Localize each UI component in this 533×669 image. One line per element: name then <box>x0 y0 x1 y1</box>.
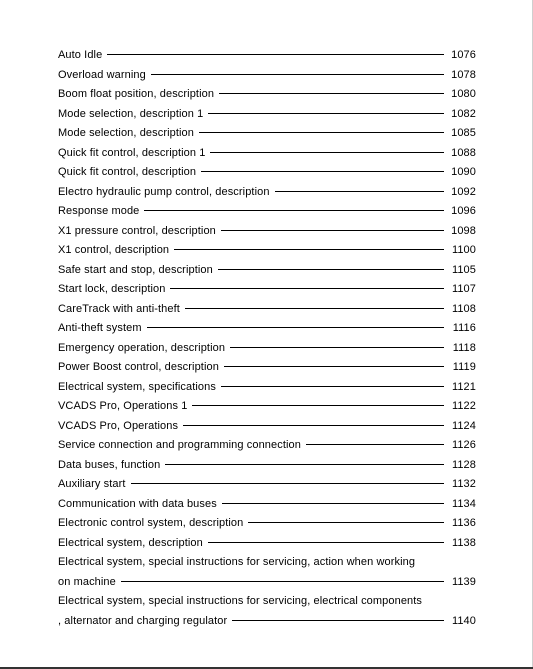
toc-entry[interactable] <box>58 397 476 417</box>
toc-leader-line <box>131 483 444 484</box>
toc-entry-title: Electrical system, special instructions for servicing, action when working <box>58 556 416 568</box>
toc-leader-line <box>208 542 444 543</box>
toc-leader-line <box>230 347 444 348</box>
toc-entry-title: VCADS Pro, Operations <box>58 419 179 432</box>
toc-entry[interactable] <box>58 241 476 261</box>
toc-entry-title: Communication with data buses <box>58 497 217 510</box>
toc-entry[interactable] <box>58 85 476 105</box>
toc-entry[interactable] <box>58 66 476 86</box>
toc-entry-title: Emergency operation, description <box>58 341 226 354</box>
toc-entry-title: Auto Idle <box>58 49 103 61</box>
toc-leader-line <box>183 425 444 426</box>
toc-entry-page: 1128 <box>451 458 476 471</box>
toc-entry[interactable] <box>58 475 476 495</box>
toc-entry-page: 1105 <box>451 263 476 276</box>
toc-entry-title: Electro hydraulic pump control, description <box>58 185 270 198</box>
toc-entry[interactable] <box>58 553 476 592</box>
toc-entry-title: Data buses, function <box>58 458 161 471</box>
toc-leader-line <box>221 230 444 231</box>
toc-entry-page: 1138 <box>451 536 476 549</box>
toc-entry-title: Electrical system, special instructions for servicing, electrical components <box>58 595 423 607</box>
toc-entry-title: CareTrack with anti-theft <box>58 302 180 315</box>
toc-entry[interactable] <box>58 222 476 242</box>
toc-leader-line <box>221 386 444 387</box>
toc-entry[interactable] <box>58 124 476 144</box>
toc-entry[interactable] <box>58 378 476 398</box>
toc-leader-line <box>174 249 444 250</box>
toc-entry[interactable] <box>58 144 476 164</box>
toc-leader-line <box>185 308 444 309</box>
toc-leader-line <box>107 54 444 55</box>
toc-entry-title: VCADS Pro, Operations 1 <box>58 400 188 412</box>
toc-entry-page: 1092 <box>451 185 476 198</box>
toc-entry[interactable] <box>58 592 476 631</box>
toc-entry[interactable] <box>58 417 476 437</box>
toc-entry[interactable] <box>58 202 476 222</box>
toc-entry-page: 1088 <box>451 146 476 159</box>
toc-entry-title: Start lock, description <box>58 283 166 295</box>
toc-entry-title: X1 pressure control, description <box>58 224 216 237</box>
toc-entry-page: 1080 <box>451 88 476 100</box>
toc-leader-line <box>219 93 444 94</box>
toc-entry[interactable] <box>58 514 476 534</box>
toc-leader-line <box>218 269 444 270</box>
toc-entry-page: 1098 <box>451 224 476 237</box>
toc-leader-line <box>201 171 444 172</box>
toc-entry-title: Mode selection, description <box>58 127 194 139</box>
toc-entry-title: Quick fit control, description 1 <box>58 146 206 159</box>
toc-entry-page: 1100 <box>451 244 476 256</box>
toc-leader-line <box>170 288 444 289</box>
toc-entry-title: Quick fit control, description <box>58 166 197 178</box>
toc-entry-title: Service connection and programming connection <box>58 439 301 451</box>
toc-leader-line <box>144 210 444 211</box>
toc-entry-title: Safe start and stop, description <box>58 263 213 276</box>
toc-entry[interactable] <box>58 300 476 320</box>
toc-entry-page: 1122 <box>451 400 476 412</box>
toc-entry[interactable] <box>58 358 476 378</box>
toc-entry-title: Electronic control system, description <box>58 517 244 529</box>
toc-leader-line <box>275 191 444 192</box>
toc-entry[interactable] <box>58 436 476 456</box>
toc-entry-title: Auxiliary start <box>58 478 126 490</box>
toc-leader-line <box>151 74 444 75</box>
toc-entry-page: 1107 <box>451 283 476 295</box>
toc-leader-line <box>306 444 444 445</box>
toc-entry-page: 1119 <box>452 361 476 373</box>
toc-entry-page: 1090 <box>451 166 476 178</box>
toc-entry-title: Response mode <box>58 205 140 217</box>
toc-leader-line <box>210 152 444 153</box>
toc-entry-page: 1124 <box>451 419 476 432</box>
toc-entry-page: 1078 <box>451 68 476 81</box>
toc-entry-title: X1 control, description <box>58 244 170 256</box>
toc-entry-title: Anti-theft system <box>58 322 142 334</box>
toc-entry[interactable] <box>58 495 476 515</box>
toc-leader-line <box>165 464 444 465</box>
toc-leader-line <box>232 620 444 621</box>
toc-entry[interactable] <box>58 339 476 359</box>
toc-entry-title: Power Boost control, description <box>58 361 219 373</box>
toc-entry-page: 1108 <box>451 302 476 315</box>
toc-entry-title: Electrical system, description <box>58 536 203 549</box>
toc-leader-line <box>224 366 444 367</box>
toc-entry-page: 1096 <box>451 205 476 217</box>
toc-leader-line <box>222 503 444 504</box>
toc-entry-title: Electrical system, specifications <box>58 380 216 393</box>
toc-leader-line <box>192 405 444 406</box>
toc-entry-title-continued: on machine <box>58 575 116 588</box>
toc-entry[interactable] <box>58 183 476 203</box>
toc-entry[interactable] <box>58 46 476 66</box>
toc-entry-title: Overload warning <box>58 68 146 81</box>
table-of-contents <box>58 46 476 631</box>
toc-entry-page: 1076 <box>451 49 476 61</box>
toc-entry-page: 1082 <box>451 107 476 120</box>
toc-entry-page: 1136 <box>451 517 476 529</box>
toc-entry-page: 1132 <box>451 478 476 490</box>
toc-entry-page: 1118 <box>452 341 476 354</box>
toc-leader-line <box>121 581 444 582</box>
toc-leader-line <box>208 113 444 114</box>
toc-leader-line <box>199 132 444 133</box>
toc-entry[interactable] <box>58 280 476 300</box>
toc-entry[interactable] <box>58 163 476 183</box>
toc-entry-page: 1085 <box>451 127 476 139</box>
toc-entry[interactable] <box>58 261 476 281</box>
toc-entry-page: 1121 <box>451 380 476 393</box>
toc-entry-page: 1134 <box>451 497 476 510</box>
toc-entry[interactable] <box>58 319 476 339</box>
toc-entry-title: Boom float position, description <box>58 88 215 100</box>
toc-entry-title-continued: , alternator and charging regulator <box>58 614 228 627</box>
toc-entry[interactable] <box>58 456 476 476</box>
toc-leader-line <box>147 327 444 328</box>
toc-leader-line <box>248 522 444 523</box>
toc-entry-title: Mode selection, description 1 <box>58 107 204 120</box>
toc-entry[interactable] <box>58 534 476 554</box>
toc-entry-page: 1116 <box>452 322 476 334</box>
toc-entry-page: 1140 <box>451 614 476 627</box>
toc-entry-page: 1126 <box>451 439 476 451</box>
toc-entry-page: 1139 <box>451 575 476 588</box>
toc-entry[interactable] <box>58 105 476 125</box>
